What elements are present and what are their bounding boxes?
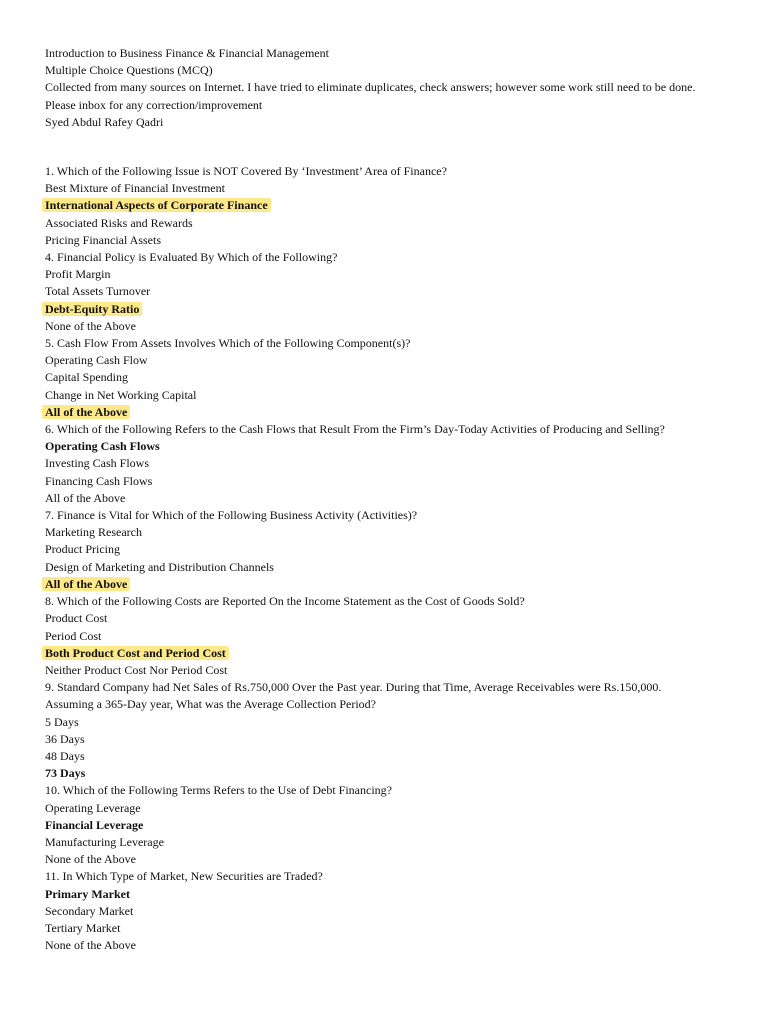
answer-highlight: All of the Above [42, 405, 130, 419]
answer-highlight: All of the Above [42, 577, 130, 591]
question-block [45, 249, 705, 335]
option-text: None of the Above [45, 318, 136, 333]
option-text: 5 Days [45, 714, 79, 729]
option-text: Associated Risks and Rewards [45, 215, 193, 230]
option-text: Pricing Financial Assets [45, 232, 161, 247]
question-text: 11. In Which Type of Market, New Securities are Traded? [45, 869, 323, 884]
option-text: Change in Net Working Capital [45, 387, 197, 402]
option-text: Operating Leverage [45, 800, 141, 815]
option-text: Total Assets Turnover [45, 284, 151, 299]
document-note: Collected from many sources on Internet. I have tried to eliminate duplicates, check answers; however some work still need to be done. [45, 80, 696, 95]
question-text: 9. Standard Company had Net Sales of Rs.750,000 Over the Past year. During that Time, Average Receivables were Rs.150,000. Assuming a 365-Day year, What was the Average Collection Period? [45, 680, 662, 712]
document-subtitle: Multiple Choice Questions (MCQ) [45, 63, 213, 78]
question-text: 10. Which of the Following Terms Refers to the Use of Debt Financing? [45, 783, 392, 798]
option-text: Manufacturing Leverage [45, 834, 164, 849]
option-text: Tertiary Market [45, 920, 121, 935]
answer-option [45, 576, 705, 593]
document-title: Introduction to Business Finance & Financial Management [45, 46, 329, 60]
document-request: Please inbox for any correction/improvement [45, 97, 263, 112]
document-author: Syed Abdul Rafey Qadri [45, 114, 164, 129]
option-text: Product Cost [45, 611, 108, 626]
option-text: Marketing Research [45, 525, 142, 540]
answer-option: Primary Market [45, 886, 130, 901]
document-page [45, 45, 705, 954]
answer-highlight: Both Product Cost and Period Cost [42, 646, 229, 660]
question-block [45, 593, 705, 679]
question-text: 8. Which of the Following Costs are Reported On the Income Statement as the Cost of Goods Sold? [45, 594, 525, 609]
option-text: Operating Cash Flow [45, 353, 148, 368]
question-block [45, 507, 705, 593]
answer-option: Operating Cash Flows [45, 439, 160, 454]
option-text: Neither Product Cost Nor Period Cost [45, 662, 228, 677]
option-text: Capital Spending [45, 370, 128, 385]
option-text: None of the Above [45, 852, 136, 867]
option-text: Product Pricing [45, 542, 120, 557]
question-block [45, 163, 705, 249]
answer-highlight: Debt-Equity Ratio [42, 302, 142, 316]
option-text: Design of Marketing and Distribution Channels [45, 559, 274, 574]
answer-option [45, 301, 705, 318]
option-text: Investing Cash Flows [45, 456, 150, 471]
question-text: 7. Finance is Vital for Which of the Following Business Activity (Activities)? [45, 508, 418, 523]
answer-option [45, 645, 705, 662]
question-block [45, 679, 705, 782]
answer-option: Financial Leverage [45, 817, 144, 832]
option-text: Profit Margin [45, 267, 111, 282]
question-block [45, 782, 705, 868]
answer-option [45, 197, 705, 214]
question-block [45, 421, 705, 507]
option-text: 36 Days [45, 731, 85, 746]
option-text: Financing Cash Flows [45, 473, 153, 488]
question-block [45, 868, 705, 954]
header-spacer [45, 131, 705, 163]
question-text: 1. Which of the Following Issue is NOT Covered By ‘Investment’ Area of Finance? [45, 164, 447, 179]
answer-highlight: International Aspects of Corporate Finance [42, 198, 271, 212]
option-text: 48 Days [45, 748, 85, 763]
document-header [45, 45, 705, 131]
option-text: Secondary Market [45, 903, 134, 918]
option-text: Period Cost [45, 628, 102, 643]
option-text: All of the Above [45, 490, 126, 505]
option-text: None of the Above [45, 938, 136, 953]
answer-option: 73 Days [45, 766, 86, 781]
question-text: 4. Financial Policy is Evaluated By Which of the Following? [45, 250, 338, 265]
question-text: 5. Cash Flow From Assets Involves Which of the Following Component(s)? [45, 336, 411, 351]
answer-option [45, 404, 705, 421]
question-block [45, 335, 705, 421]
question-text: 6. Which of the Following Refers to the Cash Flows that Result From the Firm’s Day-Today Activities of Producing and Selling? [45, 422, 665, 437]
option-text: Best Mixture of Financial Investment [45, 181, 225, 196]
